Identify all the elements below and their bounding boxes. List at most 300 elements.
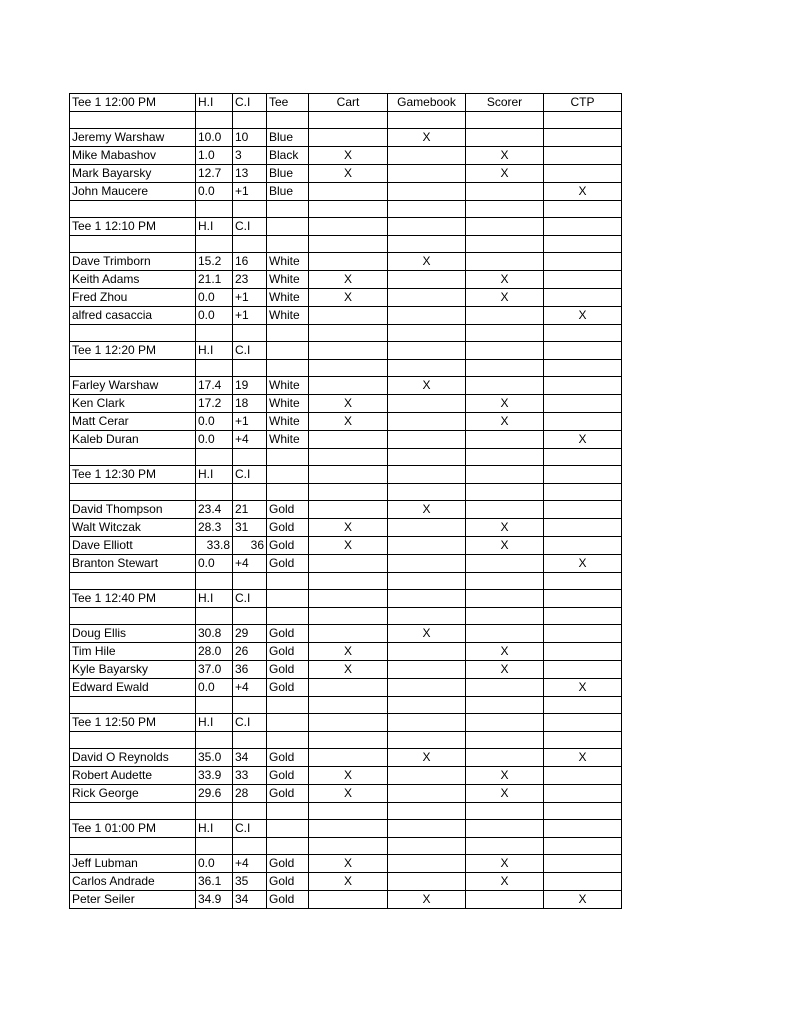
player-tee: Gold [267, 661, 309, 679]
player-row [70, 377, 622, 395]
player-row [70, 873, 622, 891]
tee-time-label: Tee 1 12:30 PM [70, 466, 196, 484]
ctp-mark: X [544, 555, 622, 573]
hi-header: H.I [196, 94, 233, 112]
scorer-mark [466, 129, 544, 147]
tee-time-label: Tee 1 12:50 PM [70, 714, 196, 732]
player-ci: 10 [233, 129, 267, 147]
cart-mark: X [309, 147, 388, 165]
blank-cell [233, 325, 267, 342]
ctp-mark [544, 501, 622, 519]
blank-cell [388, 449, 466, 466]
ci-header: C.I [233, 466, 267, 484]
blank-row [70, 236, 622, 253]
blank-cell [196, 360, 233, 377]
blank-cell [196, 697, 233, 714]
group-header-row [70, 342, 622, 360]
blank-cell [233, 803, 267, 820]
gamebook-mark [388, 785, 466, 803]
player-hi: 35.0 [196, 749, 233, 767]
player-name: Mike Mabashov [70, 147, 196, 165]
player-ci: 34 [233, 749, 267, 767]
group-header-row [70, 466, 622, 484]
blank-cell [466, 449, 544, 466]
player-name: Tim Hile [70, 643, 196, 661]
ci-header: C.I [233, 342, 267, 360]
ctp-mark [544, 271, 622, 289]
scorer-mark: X [466, 395, 544, 413]
blank-cell [70, 838, 196, 855]
cart-mark [309, 129, 388, 147]
player-row [70, 253, 622, 271]
gamebook-mark: X [388, 501, 466, 519]
blank-cell [544, 608, 622, 625]
group-header-row [70, 218, 622, 236]
blank-cell [267, 218, 309, 236]
blank-cell [267, 201, 309, 218]
player-tee: Gold [267, 749, 309, 767]
blank-cell [196, 838, 233, 855]
blank-cell [309, 201, 388, 218]
blank-cell [309, 732, 388, 749]
scorer-mark: X [466, 289, 544, 307]
blank-row [70, 360, 622, 377]
ctp-mark [544, 253, 622, 271]
gamebook-mark [388, 555, 466, 573]
tee-time-label: Tee 1 12:40 PM [70, 590, 196, 608]
player-ci: +1 [233, 413, 267, 431]
blank-cell [70, 112, 196, 129]
blank-cell [233, 838, 267, 855]
blank-cell [70, 360, 196, 377]
player-tee: White [267, 377, 309, 395]
blank-cell [466, 325, 544, 342]
player-hi: 34.9 [196, 891, 233, 909]
player-name: Edward Ewald [70, 679, 196, 697]
player-name: Dave Elliott [70, 537, 196, 555]
blank-cell [466, 360, 544, 377]
blank-cell [466, 820, 544, 838]
scorer-mark [466, 679, 544, 697]
player-name: Keith Adams [70, 271, 196, 289]
player-tee: Gold [267, 555, 309, 573]
ctp-mark [544, 129, 622, 147]
ctp-mark [544, 873, 622, 891]
gamebook-mark [388, 165, 466, 183]
blank-cell [544, 484, 622, 501]
blank-cell [544, 573, 622, 590]
blank-cell [196, 484, 233, 501]
blank-cell [466, 484, 544, 501]
player-name: Peter Seiler [70, 891, 196, 909]
ctp-header: CTP [544, 94, 622, 112]
player-tee: Gold [267, 873, 309, 891]
player-tee: White [267, 395, 309, 413]
player-ci: 36 [233, 661, 267, 679]
blank-cell [309, 714, 388, 732]
scorer-mark: X [466, 413, 544, 431]
player-name: Robert Audette [70, 767, 196, 785]
blank-cell [544, 218, 622, 236]
gamebook-mark [388, 679, 466, 697]
ctp-mark [544, 519, 622, 537]
player-tee: Gold [267, 891, 309, 909]
blank-cell [233, 360, 267, 377]
player-row [70, 855, 622, 873]
player-tee: White [267, 413, 309, 431]
blank-cell [309, 236, 388, 253]
player-name: Doug Ellis [70, 625, 196, 643]
blank-cell [196, 449, 233, 466]
player-row [70, 643, 622, 661]
cart-header: Cart [309, 94, 388, 112]
tee-time-label: Tee 1 12:20 PM [70, 342, 196, 360]
player-hi: 0.0 [196, 431, 233, 449]
blank-cell [70, 697, 196, 714]
blank-cell [388, 590, 466, 608]
gamebook-mark [388, 537, 466, 555]
player-ci: +1 [233, 289, 267, 307]
blank-cell [267, 697, 309, 714]
blank-cell [196, 573, 233, 590]
scorer-mark [466, 253, 544, 271]
blank-cell [544, 325, 622, 342]
player-row [70, 625, 622, 643]
blank-cell [466, 112, 544, 129]
blank-cell [544, 466, 622, 484]
blank-cell [466, 838, 544, 855]
player-tee: Black [267, 147, 309, 165]
gamebook-mark [388, 395, 466, 413]
player-name: Ken Clark [70, 395, 196, 413]
blank-row [70, 201, 622, 218]
player-tee: White [267, 253, 309, 271]
player-ci: 16 [233, 253, 267, 271]
hi-header: H.I [196, 714, 233, 732]
player-name: Jeff Lubman [70, 855, 196, 873]
blank-cell [466, 218, 544, 236]
player-hi: 0.0 [196, 555, 233, 573]
scorer-mark: X [466, 661, 544, 679]
player-name: Jeremy Warshaw [70, 129, 196, 147]
cart-mark: X [309, 289, 388, 307]
player-row [70, 785, 622, 803]
blank-cell [388, 803, 466, 820]
hi-header: H.I [196, 342, 233, 360]
blank-cell [466, 714, 544, 732]
gamebook-mark [388, 289, 466, 307]
cart-mark: X [309, 395, 388, 413]
player-row [70, 183, 622, 201]
player-name: David Thompson [70, 501, 196, 519]
blank-cell [196, 201, 233, 218]
gamebook-mark: X [388, 377, 466, 395]
player-name: John Maucere [70, 183, 196, 201]
blank-cell [466, 236, 544, 253]
blank-cell [196, 803, 233, 820]
cart-mark: X [309, 271, 388, 289]
cart-mark [309, 307, 388, 325]
blank-cell [388, 838, 466, 855]
blank-row [70, 697, 622, 714]
player-tee: Gold [267, 767, 309, 785]
player-hi: 29.6 [196, 785, 233, 803]
blank-cell [70, 484, 196, 501]
player-name: alfred casaccia [70, 307, 196, 325]
ctp-mark [544, 661, 622, 679]
blank-cell [233, 732, 267, 749]
ctp-mark [544, 413, 622, 431]
group-header-row [70, 820, 622, 838]
player-ci: +4 [233, 855, 267, 873]
player-hi: 12.7 [196, 165, 233, 183]
blank-row [70, 484, 622, 501]
blank-cell [309, 112, 388, 129]
cart-mark: X [309, 873, 388, 891]
gamebook-mark [388, 431, 466, 449]
ctp-mark: X [544, 307, 622, 325]
cart-mark [309, 183, 388, 201]
blank-cell [388, 112, 466, 129]
player-name: Farley Warshaw [70, 377, 196, 395]
player-hi: 30.8 [196, 625, 233, 643]
blank-cell [466, 342, 544, 360]
scorer-mark [466, 555, 544, 573]
blank-row [70, 573, 622, 590]
blank-cell [309, 838, 388, 855]
player-ci: +4 [233, 431, 267, 449]
player-ci: +1 [233, 307, 267, 325]
scorer-mark [466, 431, 544, 449]
scorer-mark: X [466, 873, 544, 891]
player-tee: White [267, 289, 309, 307]
scorer-mark [466, 891, 544, 909]
player-hi: 21.1 [196, 271, 233, 289]
ctp-mark: X [544, 183, 622, 201]
blank-cell [309, 466, 388, 484]
scorer-mark: X [466, 785, 544, 803]
blank-cell [196, 325, 233, 342]
blank-cell [267, 608, 309, 625]
blank-cell [233, 573, 267, 590]
blank-cell [309, 608, 388, 625]
player-tee: Gold [267, 679, 309, 697]
player-hi: 33.8 [196, 537, 233, 555]
ctp-mark: X [544, 679, 622, 697]
blank-cell [388, 342, 466, 360]
cart-mark: X [309, 537, 388, 555]
tee-header: Tee [267, 94, 309, 112]
blank-cell [233, 236, 267, 253]
blank-cell [309, 484, 388, 501]
player-hi: 33.9 [196, 767, 233, 785]
ctp-mark [544, 165, 622, 183]
cart-mark: X [309, 519, 388, 537]
blank-cell [544, 697, 622, 714]
group-header-row [70, 94, 622, 112]
blank-cell [196, 732, 233, 749]
gamebook-mark [388, 873, 466, 891]
ctp-mark [544, 395, 622, 413]
blank-cell [70, 201, 196, 218]
blank-cell [267, 573, 309, 590]
cart-mark [309, 749, 388, 767]
ctp-mark: X [544, 891, 622, 909]
group-header-row [70, 590, 622, 608]
blank-cell [544, 732, 622, 749]
scorer-mark: X [466, 855, 544, 873]
ctp-mark: X [544, 749, 622, 767]
blank-cell [309, 360, 388, 377]
player-row [70, 271, 622, 289]
gamebook-header: Gamebook [388, 94, 466, 112]
player-tee: Gold [267, 625, 309, 643]
blank-cell [388, 484, 466, 501]
player-tee: Blue [267, 165, 309, 183]
player-row [70, 679, 622, 697]
player-tee: Gold [267, 785, 309, 803]
blank-cell [267, 714, 309, 732]
cart-mark [309, 679, 388, 697]
cart-mark: X [309, 643, 388, 661]
player-ci: +4 [233, 679, 267, 697]
scorer-mark: X [466, 519, 544, 537]
gamebook-mark [388, 855, 466, 873]
player-tee: White [267, 271, 309, 289]
scorer-header: Scorer [466, 94, 544, 112]
ctp-mark [544, 767, 622, 785]
ci-header: C.I [233, 820, 267, 838]
blank-row [70, 449, 622, 466]
player-row [70, 431, 622, 449]
player-row [70, 147, 622, 165]
blank-cell [388, 608, 466, 625]
blank-cell [267, 484, 309, 501]
blank-cell [544, 590, 622, 608]
player-hi: 17.4 [196, 377, 233, 395]
blank-cell [267, 325, 309, 342]
blank-cell [466, 573, 544, 590]
blank-cell [267, 466, 309, 484]
blank-row [70, 732, 622, 749]
gamebook-mark [388, 271, 466, 289]
player-row [70, 501, 622, 519]
player-row [70, 767, 622, 785]
scorer-mark: X [466, 537, 544, 555]
player-hi: 10.0 [196, 129, 233, 147]
blank-cell [309, 697, 388, 714]
player-row [70, 413, 622, 431]
blank-cell [544, 112, 622, 129]
player-hi: 17.2 [196, 395, 233, 413]
blank-cell [388, 573, 466, 590]
blank-cell [233, 697, 267, 714]
blank-cell [233, 449, 267, 466]
blank-cell [388, 466, 466, 484]
blank-cell [309, 218, 388, 236]
blank-cell [70, 608, 196, 625]
cart-mark [309, 891, 388, 909]
player-name: Carlos Andrade [70, 873, 196, 891]
player-ci: 33 [233, 767, 267, 785]
scorer-mark [466, 307, 544, 325]
blank-row [70, 608, 622, 625]
player-tee: Blue [267, 129, 309, 147]
blank-cell [267, 838, 309, 855]
blank-cell [466, 732, 544, 749]
player-hi: 28.3 [196, 519, 233, 537]
cart-mark: X [309, 785, 388, 803]
scorer-mark: X [466, 271, 544, 289]
gamebook-mark [388, 767, 466, 785]
blank-cell [267, 112, 309, 129]
player-hi: 0.0 [196, 855, 233, 873]
ctp-mark [544, 537, 622, 555]
player-row [70, 289, 622, 307]
blank-cell [388, 820, 466, 838]
gamebook-mark: X [388, 625, 466, 643]
player-tee: Gold [267, 855, 309, 873]
player-row [70, 165, 622, 183]
player-hi: 36.1 [196, 873, 233, 891]
blank-cell [388, 236, 466, 253]
player-name: Branton Stewart [70, 555, 196, 573]
hi-header: H.I [196, 218, 233, 236]
player-ci: 26 [233, 643, 267, 661]
scorer-mark [466, 183, 544, 201]
blank-cell [267, 590, 309, 608]
player-ci: +4 [233, 555, 267, 573]
cart-mark [309, 625, 388, 643]
player-hi: 15.2 [196, 253, 233, 271]
scorer-mark: X [466, 165, 544, 183]
player-name: Mark Bayarsky [70, 165, 196, 183]
player-name: David O Reynolds [70, 749, 196, 767]
player-hi: 28.0 [196, 643, 233, 661]
blank-cell [196, 608, 233, 625]
player-hi: 0.0 [196, 183, 233, 201]
blank-cell [466, 466, 544, 484]
blank-cell [267, 820, 309, 838]
player-name: Walt Witczak [70, 519, 196, 537]
blank-cell [388, 360, 466, 377]
blank-cell [544, 236, 622, 253]
cart-mark: X [309, 767, 388, 785]
player-ci: 31 [233, 519, 267, 537]
player-hi: 1.0 [196, 147, 233, 165]
player-ci: 35 [233, 873, 267, 891]
ci-header: C.I [233, 94, 267, 112]
tee-time-label: Tee 1 12:00 PM [70, 94, 196, 112]
blank-cell [388, 714, 466, 732]
player-ci: 13 [233, 165, 267, 183]
gamebook-mark: X [388, 253, 466, 271]
cart-mark: X [309, 661, 388, 679]
player-row [70, 519, 622, 537]
gamebook-mark [388, 307, 466, 325]
player-row [70, 661, 622, 679]
blank-cell [466, 590, 544, 608]
ci-header: C.I [233, 218, 267, 236]
player-hi: 0.0 [196, 307, 233, 325]
blank-cell [309, 325, 388, 342]
ctp-mark [544, 147, 622, 165]
player-row [70, 537, 622, 555]
blank-cell [70, 573, 196, 590]
player-tee: Gold [267, 519, 309, 537]
ctp-mark [544, 855, 622, 873]
gamebook-mark [388, 519, 466, 537]
